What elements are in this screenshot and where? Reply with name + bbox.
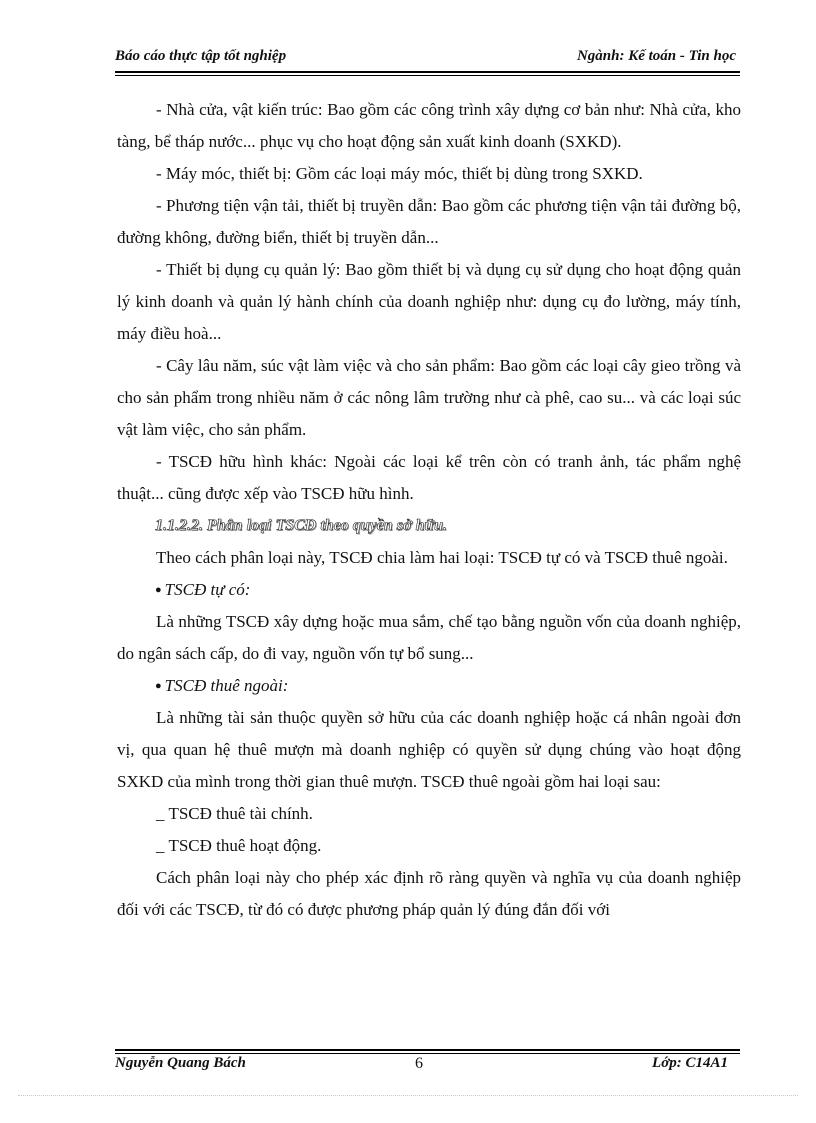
paragraph-buildings: - Nhà cửa, vật kiến trúc: Bao gồm các công trình xây dựng cơ bản như: Nhà cửa, kho tàng, bể tháp nước... phục vụ cho hoạt động sản xuất kinh doanh (SXKD).	[117, 100, 741, 151]
paragraph-management-tools: - Thiết bị dụng cụ quản lý: Bao gồm thiết bị và dụng cụ sử dụng cho hoạt động quản lý kinh doanh và quản lý hành chính của doanh nghiệp như: dụng cụ đo lường, máy tính, máy điều hoà...	[117, 260, 741, 343]
page-header	[115, 48, 740, 72]
paragraph-ownership-intro: Theo cách phân loại này, TSCĐ chia làm hai loại: TSCĐ tự có và TSCĐ thuê ngoài.	[156, 548, 728, 567]
footer-class: Lớp: C14A1	[652, 1055, 728, 1071]
page-edge-dotted-line	[18, 1095, 798, 1096]
bullet-owned-label: TSCĐ tự có:	[164, 580, 251, 599]
footer-author: Nguyễn Quang Bách	[115, 1055, 246, 1071]
paragraph-conclusion: Cách phân loại này cho phép xác định rõ ràng quyền và nghĩa vụ của doanh nghiệp đối với các TSCĐ, từ đó có được phương pháp quản lý đúng đắn đối với	[117, 868, 741, 919]
footer-rule-thick	[115, 1049, 740, 1051]
header-rule-thin	[115, 75, 740, 76]
paragraph-owned: Là những TSCĐ xây dựng hoặc mua sắm, chế tạo bằng nguồn vốn của doanh nghiệp, do ngân sách cấp, do đi vay, nguồn vốn tự bổ sung...	[117, 612, 741, 663]
header-major: Ngành: Kế toán - Tin học	[576, 48, 736, 64]
bullet-leased	[117, 670, 741, 702]
paragraph-leased: Là những tài sản thuộc quyền sở hữu của các doanh nghiệp hoặc cá nhân ngoài đơn vị, qua quan hệ thuê mượn mà doanh nghiệp có quyền sử dụng chúng vào hoạt động SXKD của mình trong thời gian thuê mượn. TSCĐ thuê ngoài gồm hai loại sau:	[117, 708, 741, 791]
paragraph-perennial: - Cây lâu năm, súc vật làm việc và cho sản phẩm: Bao gồm các loại cây gieo trồng và cho sản phẩm trong nhiều năm ở các nông lâm trường như cà phê, cao su... và các loại súc vật làm việc, cho sản phẩm.	[117, 356, 741, 439]
document-body	[117, 94, 741, 926]
page-footer	[115, 1055, 740, 1077]
bullet-dot-icon: ●	[155, 680, 162, 692]
bullet-dot-icon: ●	[155, 584, 162, 596]
section-heading: 1.1.2.2. Phân loại TSCĐ theo quyền sở hữu.	[155, 517, 447, 534]
paragraph-other-assets: - TSCĐ hữu hình khác: Ngoài các loại kể trên còn có tranh ảnh, tác phẩm nghệ thuật... cũng được xếp vào TSCĐ hữu hình.	[117, 452, 741, 503]
list-item-finance-lease: _ TSCĐ thuê tài chính.	[156, 804, 313, 823]
paragraph-transport: - Phương tiện vận tải, thiết bị truyền dẫn: Bao gồm các phương tiện vận tải đường bộ, đường không, đường biển, thiết bị truyền dẫn...	[117, 196, 741, 247]
bullet-leased-label: TSCĐ thuê ngoài:	[164, 676, 289, 695]
header-report-title: Báo cáo thực tập tốt nghiệp	[115, 48, 287, 64]
list-item-operating-lease: _ TSCĐ thuê hoạt động.	[156, 836, 322, 855]
header-rule-thick	[115, 71, 740, 73]
bullet-owned	[117, 574, 741, 606]
paragraph-machinery: - Máy móc, thiết bị: Gồm các loại máy móc, thiết bị dùng trong SXKD.	[156, 164, 643, 183]
page-number: 6	[415, 1055, 423, 1072]
footer-rule-thin	[115, 1053, 740, 1054]
